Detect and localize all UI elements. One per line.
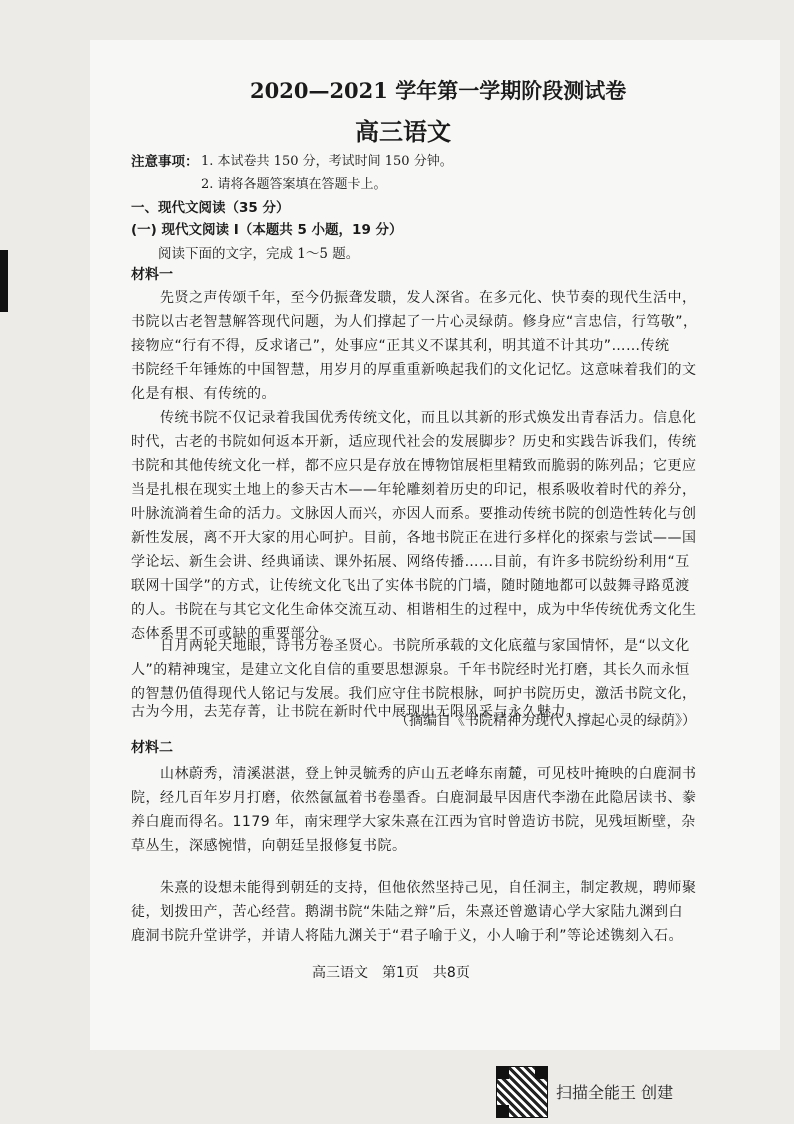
- paragraph-line: 书院和其他传统文化一样，都不应只是存放在博物馆展柜里精致而脆弱的陈列品；它更应: [131, 458, 697, 474]
- paragraph-line: 的人。书院在与其它文化生命体交流互动、相谐相生的过程中，成为中华传统优秀文化生: [131, 602, 697, 618]
- paragraph-line: 养白鹿而得名。1179 年，南宋理学大家朱熹在江西为官时曾造访书院，见残垣断壁，杂: [131, 814, 696, 830]
- paragraph-line: 叶脉流淌着生命的活力。文脉因人而兴，亦因人而系。要推动传统书院的创造性转化与创: [131, 506, 697, 522]
- paragraph-line: 当是扎根在现实土地上的参天古木——年轮雕刻着历史的印记，根系吸收着时代的养分，: [131, 482, 697, 498]
- note-item: 1. 本试卷共 150 分，考试时间 150 分钟。: [201, 154, 453, 169]
- material-two-label: 材料二: [131, 740, 173, 756]
- paragraph-line: 古为今用，去芜存菁，让书院在新时代中展现出无限风采与永久魅力。: [131, 704, 581, 720]
- scanner-watermark: 扫描全能王 创建: [556, 1083, 674, 1102]
- paragraph-line: 鹿洞书院升堂讲学，并请人将陆九渊关于“君子喻于义，小人喻于利”等论述镌刻入石。: [131, 928, 684, 944]
- exam-subject: 高三语文: [355, 117, 451, 146]
- qr-code-icon: [496, 1066, 548, 1118]
- paragraph-line: 接物应“行有不得，反求诸己”，处事应“正其义不谋其利，明其道不计其功”……传统: [131, 338, 670, 354]
- paragraph-line: 人”的精神瑰宝，是建立文化自信的重要思想源泉。千年书院经时光打磨，其长久而永恒: [131, 662, 690, 678]
- paragraph-line: 先贤之声传颂千年，至今仍振聋发聩，发人深省。在多元化、快节奏的现代生活中，: [131, 290, 697, 306]
- notes-label: 注意事项：: [131, 154, 199, 170]
- section-subheading: (一) 现代文阅读 I（本题共 5 小题，19 分）: [131, 222, 403, 238]
- paragraph-line: 学论坛、新生会讲、经典诵读、课外拓展、网络传播……目前，有许多书院纷纷利用“互: [131, 554, 690, 570]
- instruction: 阅读下面的文字，完成 1～5 题。: [158, 246, 360, 262]
- paragraph-line: 传统书院不仅记录着我国优秀传统文化，而且以其新的形式焕发出青春活力。信息化: [131, 410, 697, 426]
- paragraph-line: 化是有根、有传统的。: [131, 386, 276, 402]
- paragraph-line: 院，经几百年岁月打磨，依然氤氲着书卷墨香。白鹿洞最早因唐代李渤在此隐居读书、豢: [131, 790, 697, 806]
- material-one-label: 材料一: [131, 267, 173, 283]
- note-item: 2. 请将各题答案填在答题卡上。: [201, 177, 387, 192]
- section-heading: 一、现代文阅读（35 分）: [131, 200, 290, 216]
- paragraph-line: 徒，划拨田产，苦心经营。鹅湖书院“朱陆之辩”后，朱熹还曾邀请心学大家陆九渊到白: [131, 904, 684, 920]
- scan-edge-mark: [0, 250, 8, 312]
- exam-title: 2020—2021 学年第一学期阶段测试卷: [250, 78, 627, 103]
- paragraph-line: 联网十国学”的方式，让传统文化飞出了实体书院的门墙，随时随地都可以鼓舞寻路觅渡: [131, 578, 690, 594]
- paragraph-line: 的智慧仍值得现代人铭记与发展。我们应守住书院根脉，呵护书院历史，激活书院文化，: [131, 686, 697, 702]
- paragraph-line: 书院以古老智慧解答现代问题，为人们撑起了一片心灵绿荫。修身应“言忠信，行笃敬”，: [131, 314, 698, 330]
- paragraph-line: 时代，古老的书院如何返本开新，适应现代社会的发展脚步？历史和实践告诉我们，传统: [131, 434, 697, 450]
- page-footer: 高三语文 第1页 共8页: [312, 965, 470, 981]
- paragraph-line: 山林蔚秀，清溪湛湛，登上钟灵毓秀的庐山五老峰东南麓，可见枝叶掩映的白鹿洞书: [131, 766, 697, 782]
- paragraph-line: 日月两轮天地眼，诗书万卷圣贤心。书院所承载的文化底蕴与家国情怀，是“以文化: [131, 638, 690, 654]
- source-citation: （摘编自《书院精神为现代人撑起心灵的绿荫》）: [395, 713, 696, 729]
- paragraph-line: 书院经千年锤炼的中国智慧，用岁月的厚重重新唤起我们的文化记忆。这意味着我们的文: [131, 362, 697, 378]
- paragraph-line: 草丛生，深感惋惜，向朝廷呈报修复书院。: [131, 838, 407, 854]
- paragraph-line: 新性发展，离不开大家的用心呵护。目前，各地书院正在进行多样化的探索与尝试——国: [131, 530, 697, 546]
- paragraph-line: 朱熹的设想未能得到朝廷的支持，但他依然坚持己见，自任洞主，制定教规，聘师聚: [131, 880, 697, 896]
- paragraph-line: 态体系里不可或缺的重要部分。: [131, 626, 334, 642]
